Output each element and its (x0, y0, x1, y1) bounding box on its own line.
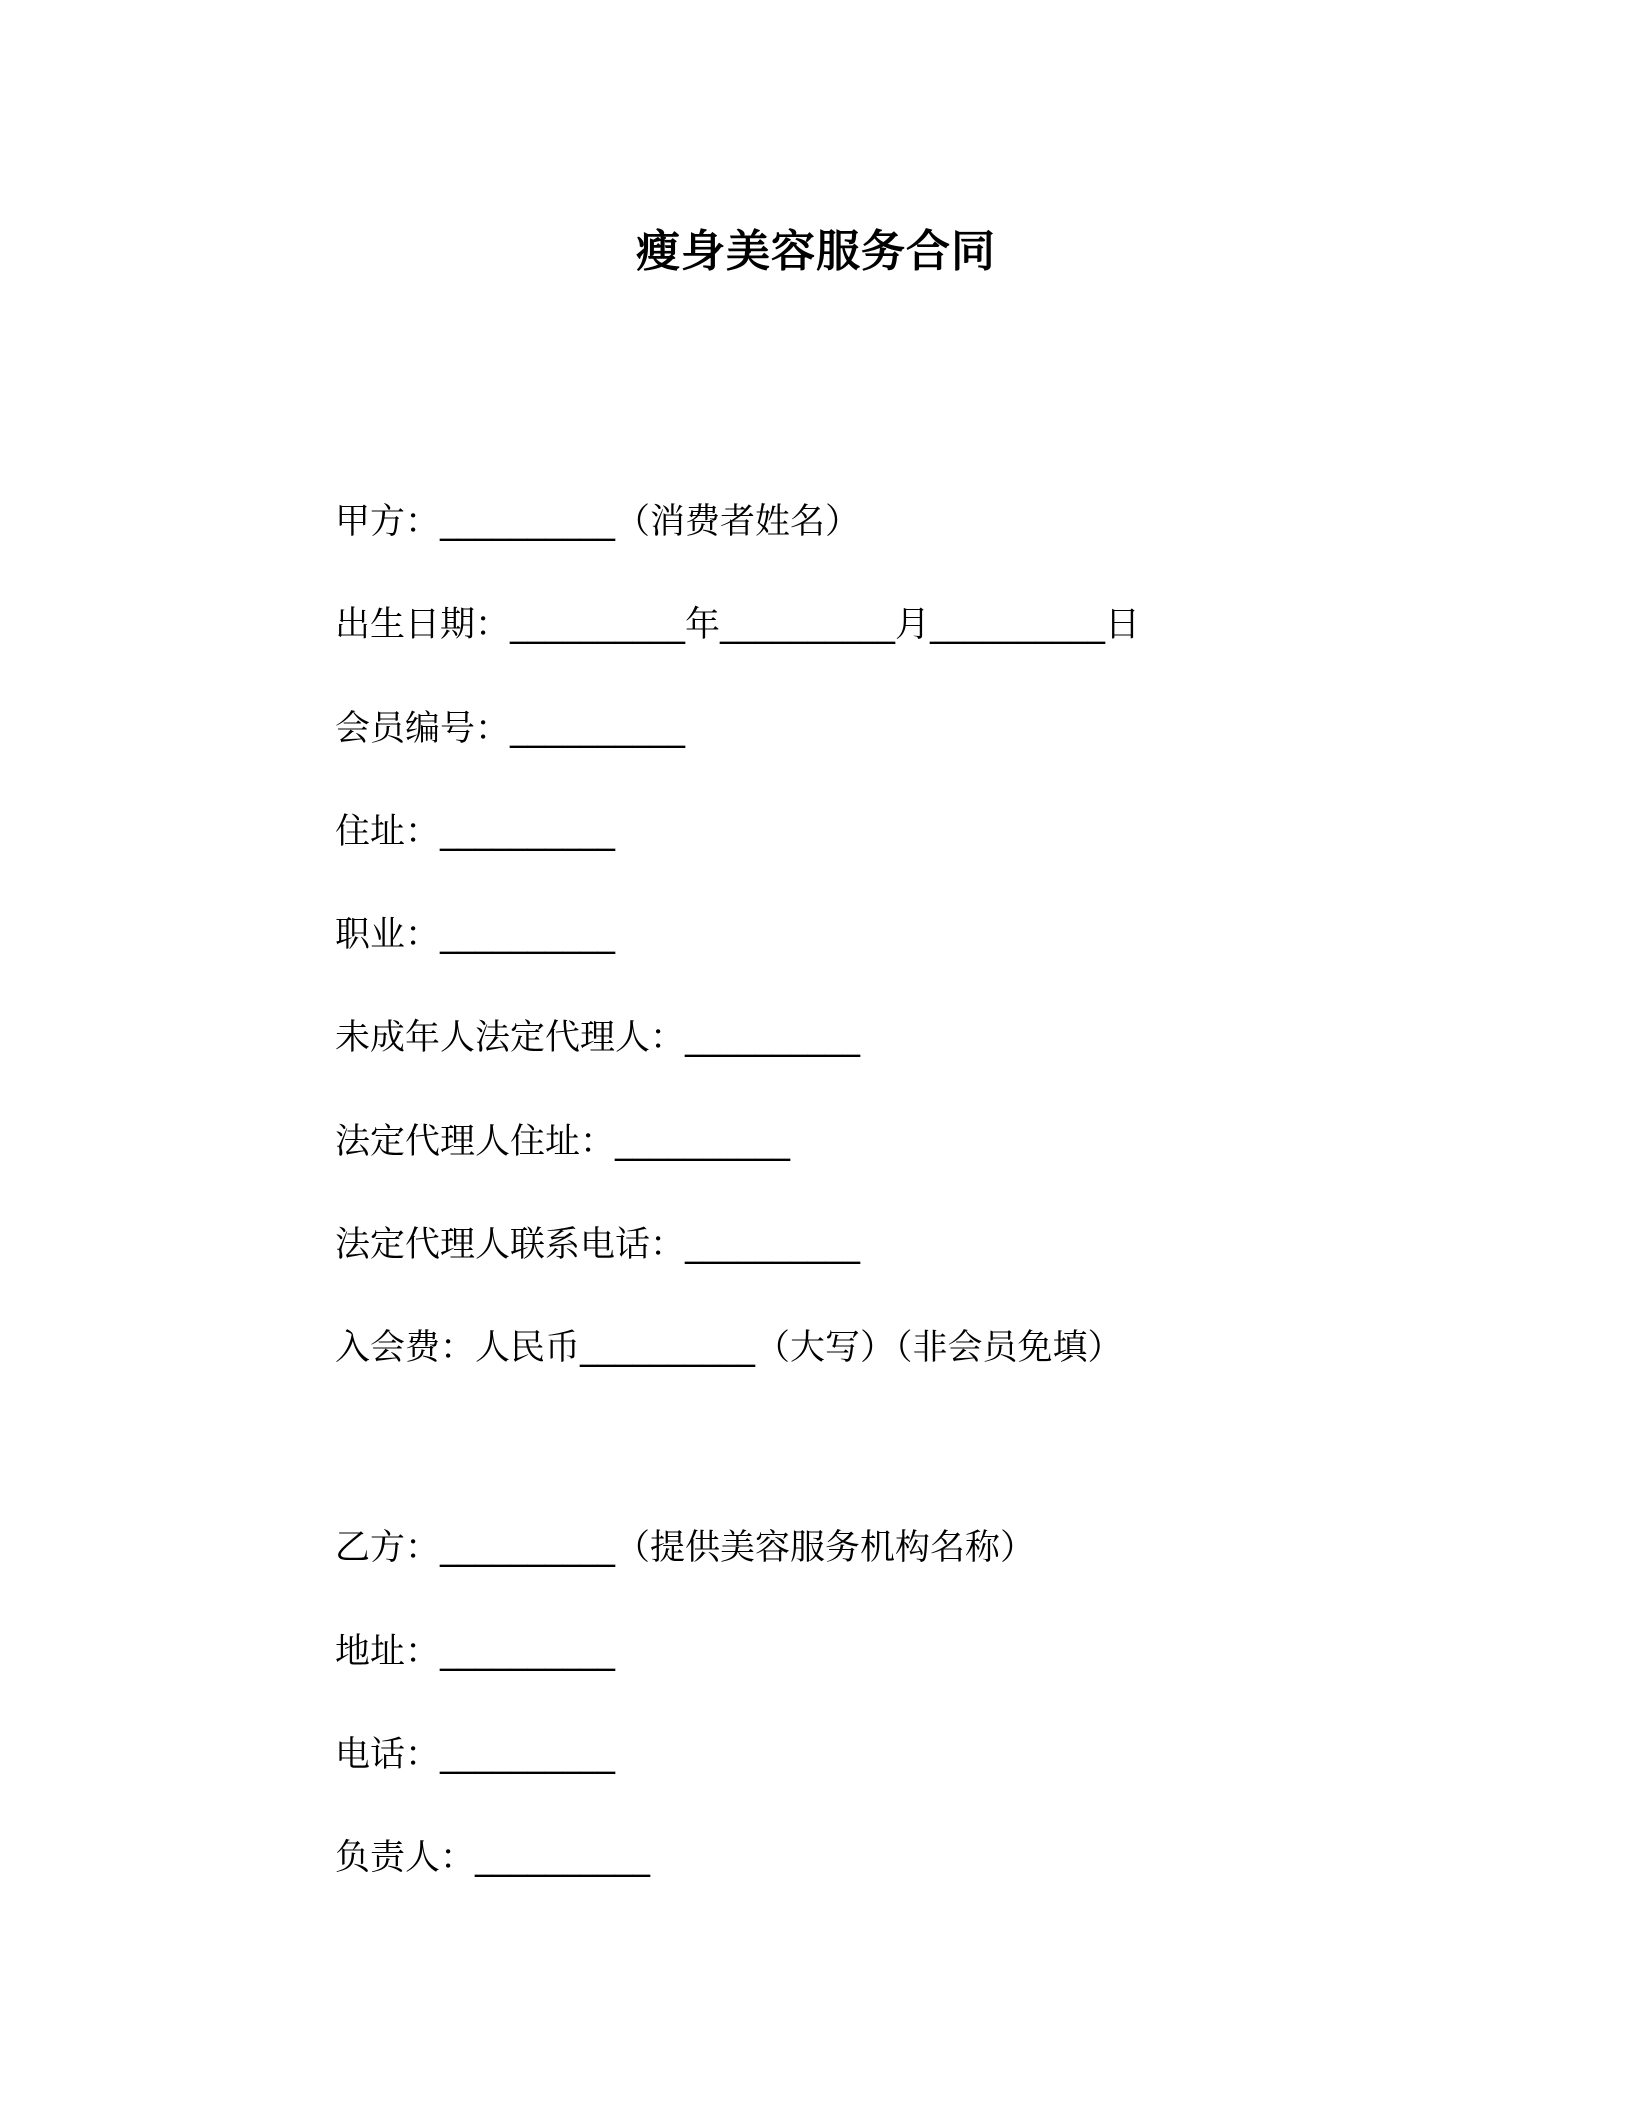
document-title: 瘦身美容服务合同 (636, 226, 996, 277)
birth-date-line: 出生日期：__________年__________月__________日 (335, 605, 1141, 645)
member-number-line: 会员编号：__________ (335, 709, 686, 749)
party-b-phone-line: 电话：__________ (335, 1735, 616, 1775)
party-b-address-line: 地址：__________ (335, 1632, 616, 1672)
guardian-phone-line: 法定代理人联系电话：__________ (335, 1225, 861, 1265)
occupation-line: 职业：__________ (335, 915, 616, 955)
party-b-name-line: 乙方：__________（提供美容服务机构名称） (335, 1528, 1036, 1568)
membership-fee-line: 入会费：人民币__________（大写）（非会员免填） (335, 1328, 1123, 1368)
party-a-address-line: 住址：__________ (335, 812, 616, 852)
party-b-manager-line: 负责人：__________ (335, 1838, 651, 1878)
guardian-address-line: 法定代理人住址：__________ (335, 1122, 791, 1162)
guardian-line: 未成年人法定代理人：__________ (335, 1018, 861, 1058)
party-a-name-line: 甲方：__________（消费者姓名） (335, 502, 861, 542)
